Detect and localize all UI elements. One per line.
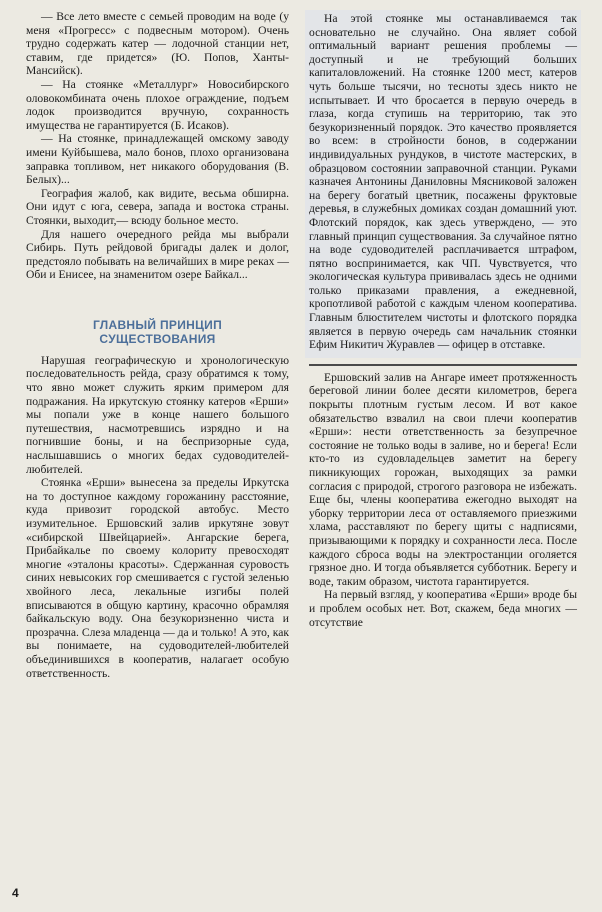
paragraph: На этой стоянке мы останавливаемся так основательно не случайно. Она являет собой оптимальный вариант решения проблемы — доступный и не требующий больших капиталовложений. На стоянке 1200 мест, катеров чуть больше тысячи, но тесноты здесь никто не испытывает. И что бросается в первую очередь в глаза, когда ступишь на территорию, так это безукоризненный порядок. Это качество проявляется во всем: в стройности бонов, в содержании индивидуальных рундуков, в чистоте мастерских, в образцовом состоянии заправочной станции. Руками казначея Антонины Даниловны Мясниковой заложен на берегу богатый цветник, посажены фруктовые деревья, в служебных домиках создан домашний уют. Флотский порядок, как здесь утверждено, — это главный принцип существования. За случайное пятно на воде судоводителей расплачивается штрафом, пятно воспринимается, как ЧП. Чувствуется, что экологическая культура прививалась здесь не одними только приказами правления, а ежедневной, кропотливой работой с каждым членом кооператива. Главным блюстителем чистоты и флотского порядка является в первую очередь сам начальник стоянки Ефим Никитич Журавлев — офицер в отставке. [309, 12, 577, 352]
section-heading [26, 318, 289, 346]
column-divider [309, 364, 577, 366]
section-heading-line-2: СУЩЕСТВОВАНИЯ [99, 331, 216, 346]
section-heading-line-1: ГЛАВНЫЙ ПРИНЦИП [92, 317, 223, 332]
right-column [309, 10, 577, 629]
page-number: 4 [12, 886, 19, 900]
paragraph: География жалоб, как видите, весьма обширна. Они идут с юга, севера, запада и востока страны. Стоянки, выходит,— всюду больное место. [26, 186, 289, 227]
highlighted-text-block [305, 10, 581, 358]
paragraph: Нарушая географическую и хронологическую последовательность рейда, сразу обратимся к тому, что явно может служить ярким примером для подражания. На иркутскую стоянку катеров «Ерши» мы попали уже в конце нашего большого путешествия, насмотревшись изрядно и на погнившие боны, и на беспризорные суда, наслышавшись о многих бедах судоводителей-любителей. [26, 353, 289, 476]
paragraph: Для нашего очередного рейда мы выбрали Сибирь. Путь рейдовой бригады далек и долог, предстояло побывать на величайших в мире реках — Оби и Енисее, на знаменитом озере Байкал... [26, 227, 289, 282]
paragraph: — На стоянке, принадлежащей омскому заводу имени Куйбышева, мало бонов, плохо организована заправка топливом, нет никакого оборудования (В. Белых)... [26, 132, 289, 187]
paragraph: — Все лето вместе с семьей проводим на воде (у меня «Прогресс» с подвесным мотором). Очень трудно содержать катер — лодочной станции нет, ставим, где придется» (Ю. Попов, Ханты-Мансийск). [26, 10, 289, 78]
left-column [26, 10, 289, 680]
paragraph: Стоянка «Ерши» вынесена за пределы Иркутска на то доступное каждому горожанину расстояние, куда привозит городской автобус. Место изумительное. Ершовский залив иркутяне зовут «сибирской Швейцарией». Ангарские берега, Прибайкалье по своему колориту превосходят многие «эталоны красоты». Сдержанная суровость синих невысоких гор смешивается с густой зеленью хвойного леса, лекальные изгибы полей вписываются в общую картину, красочно обрамляя байкальскую воду. Она безукоризненно чиста и прозрачна. Слеза младенца — да и только! А это, как вы понимаете, на судоводителей-любителей объединившихся в кооператив, налагает особую ответственность. [26, 476, 289, 680]
paragraph: На первый взгляд, у кооператива «Ерши» вроде бы и проблем особых нет. Вот, скажем, беда многих — отсутствие [309, 588, 577, 629]
paragraph: — На стоянке «Металлург» Новосибирского оловокомбината очень плохое ограждение, подъем лодок производится вручную, сохранность имущества не гарантируется (Б. Исаков). [26, 77, 289, 132]
paragraph: Ершовский залив на Ангаре имеет протяженность береговой линии более десяти километров, берега покрыты плотным густым лесом. И вот какое обязательство взвалил на свои плечи кооператив «Ерши»: нести ответственность за безупречное состояние не только воды в заливе, но и берега! Если кто-то из судовладельцев заметит на берегу пикникующих горожан, выходящих за рамки согласия с природой, строгого разговора не избежать. Еще бы, члены кооператива ежегодно выходят на уборку территории леса от оставляемого приезжими хлама, расставляют по берегу щиты с надписями, призывающими к порядку и сохранности леса. После каждого сброса воды на электростанции оголяется грязное дно. И тогда объявляется субботник. Берегу и воде, таким образом, чистота гарантируется. [309, 370, 577, 588]
